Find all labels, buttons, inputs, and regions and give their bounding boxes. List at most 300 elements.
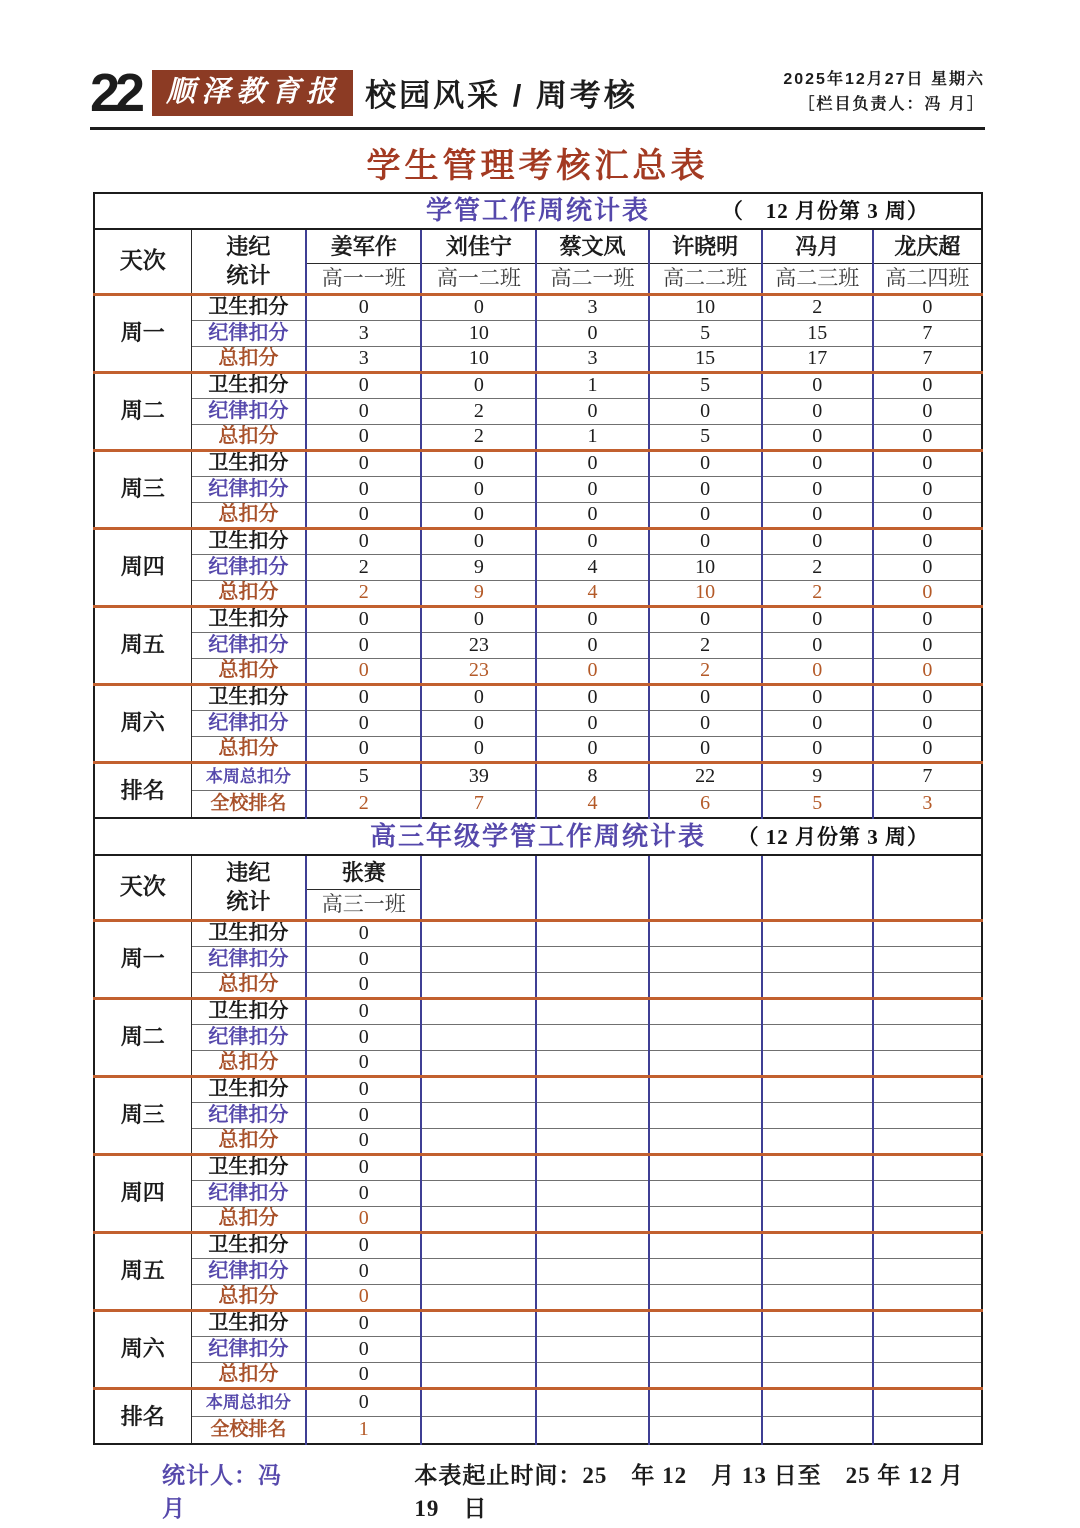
week-total-value — [649, 1388, 762, 1416]
score-cell — [873, 1076, 982, 1102]
score-cell: 0 — [306, 1102, 421, 1128]
score-cell: 0 — [536, 398, 648, 424]
total-row-label: 总扣分 — [191, 1206, 306, 1232]
score-cell: 0 — [873, 632, 982, 658]
discipline-row-label: 纪律扣分 — [191, 1258, 306, 1284]
score-cell: 0 — [536, 684, 648, 710]
score-cell: 0 — [306, 1050, 421, 1076]
score-cell: 10 — [649, 580, 762, 606]
school-rank-value — [536, 1416, 648, 1444]
score-cell — [873, 972, 982, 998]
score-cell: 0 — [873, 580, 982, 606]
table-title-row — [94, 819, 982, 855]
score-cell: 5 — [649, 424, 762, 450]
score-cell: 0 — [762, 606, 873, 632]
score-cell — [649, 1024, 762, 1050]
score-cell — [762, 1362, 873, 1388]
violation-column-header — [191, 855, 306, 920]
score-cell — [536, 972, 648, 998]
hygiene-row-label: 卫生扣分 — [191, 684, 306, 710]
score-cell: 0 — [649, 528, 762, 554]
score-cell: 0 — [873, 528, 982, 554]
score-cell — [536, 1258, 648, 1284]
score-cell: 0 — [306, 710, 421, 736]
total-row-label: 总扣分 — [191, 972, 306, 998]
score-cell: 0 — [873, 554, 982, 580]
score-cell — [873, 1102, 982, 1128]
week-total-value: 8 — [536, 762, 648, 790]
score-cell — [762, 946, 873, 972]
day-label: 周二 — [94, 372, 191, 450]
score-cell — [873, 1232, 982, 1258]
table-title-cell — [94, 819, 982, 855]
score-cell: 0 — [873, 710, 982, 736]
day-label: 周五 — [94, 606, 191, 684]
score-cell — [649, 1336, 762, 1362]
score-cell: 7 — [873, 346, 982, 372]
grade3-weekly-stats-table — [93, 819, 983, 1445]
day-label: 周一 — [94, 920, 191, 998]
score-cell: 0 — [306, 1258, 421, 1284]
day-data-row — [94, 424, 982, 450]
hygiene-row-label: 卫生扣分 — [191, 528, 306, 554]
score-cell — [421, 1128, 536, 1154]
score-cell: 0 — [762, 658, 873, 684]
score-cell: 0 — [762, 736, 873, 762]
empty-header-cell — [649, 855, 762, 920]
score-cell: 0 — [873, 684, 982, 710]
score-cell: 2 — [649, 658, 762, 684]
day-data-row — [94, 450, 982, 476]
score-cell — [536, 1102, 648, 1128]
score-cell: 0 — [306, 372, 421, 398]
score-cell: 0 — [306, 920, 421, 946]
discipline-row-label: 纪律扣分 — [191, 1180, 306, 1206]
day-data-row — [94, 320, 982, 346]
score-cell: 2 — [306, 554, 421, 580]
score-cell: 0 — [306, 1076, 421, 1102]
school-rank-value — [762, 1416, 873, 1444]
day-data-row — [94, 1232, 982, 1258]
score-cell — [649, 1284, 762, 1310]
score-cell: 0 — [421, 710, 536, 736]
date-line: 2025年12月27日 星期六 — [783, 70, 985, 88]
score-cell — [649, 998, 762, 1024]
score-cell — [762, 1180, 873, 1206]
score-cell: 0 — [306, 946, 421, 972]
table-period: （ 12 月份第 3 周） — [737, 824, 929, 849]
score-cell — [762, 998, 873, 1024]
score-cell — [873, 1310, 982, 1336]
score-cell — [762, 1206, 873, 1232]
page-header — [90, 63, 985, 123]
week-total-value: 9 — [762, 762, 873, 790]
score-cell: 0 — [306, 450, 421, 476]
score-cell: 3 — [536, 346, 648, 372]
score-cell — [873, 1024, 982, 1050]
week-total-value: 5 — [306, 762, 421, 790]
score-cell — [649, 972, 762, 998]
score-cell — [762, 1284, 873, 1310]
score-cell — [649, 1076, 762, 1102]
score-cell: 0 — [306, 1128, 421, 1154]
score-cell — [762, 1154, 873, 1180]
class-name: 高二三班 — [762, 263, 873, 294]
score-cell: 0 — [421, 476, 536, 502]
score-cell: 0 — [649, 606, 762, 632]
day-data-row — [94, 372, 982, 398]
class-name: 高一一班 — [306, 263, 421, 294]
score-cell: 0 — [306, 1024, 421, 1050]
class-name: 高二一班 — [536, 263, 648, 294]
score-cell — [536, 1284, 648, 1310]
hygiene-row-label: 卫生扣分 — [191, 606, 306, 632]
violation-column-header — [191, 229, 306, 294]
score-cell: 0 — [536, 476, 648, 502]
total-row-label: 总扣分 — [191, 346, 306, 372]
score-cell — [649, 920, 762, 946]
score-cell: 0 — [873, 424, 982, 450]
day-column-header: 天次 — [94, 855, 191, 920]
day-label: 周四 — [94, 528, 191, 606]
discipline-row-label: 纪律扣分 — [191, 1024, 306, 1050]
score-cell: 0 — [421, 736, 536, 762]
score-cell: 0 — [762, 684, 873, 710]
score-cell — [762, 1258, 873, 1284]
day-data-row — [94, 1180, 982, 1206]
score-cell: 0 — [421, 684, 536, 710]
score-cell — [873, 946, 982, 972]
hygiene-row-label: 卫生扣分 — [191, 294, 306, 320]
weekly-stats-table — [93, 192, 983, 819]
page-number: 22 — [90, 63, 141, 123]
score-cell — [536, 1232, 648, 1258]
day-data-row — [94, 294, 982, 320]
score-cell: 3 — [306, 346, 421, 372]
school-rank-label: 全校排名 — [191, 1416, 306, 1444]
week-total-value: 7 — [873, 762, 982, 790]
violation-header-line2: 统计 — [226, 889, 271, 915]
score-cell: 15 — [649, 346, 762, 372]
score-cell: 0 — [306, 528, 421, 554]
day-data-row — [94, 398, 982, 424]
score-cell: 0 — [306, 1180, 421, 1206]
teacher-name: 张赛 — [306, 855, 421, 889]
score-cell: 0 — [306, 684, 421, 710]
score-cell — [649, 1310, 762, 1336]
score-cell: 0 — [536, 736, 648, 762]
discipline-row-label: 纪律扣分 — [191, 320, 306, 346]
score-cell: 2 — [306, 580, 421, 606]
score-cell: 5 — [649, 320, 762, 346]
table-title: 高三年级学管工作周统计表 — [369, 821, 706, 851]
score-cell — [421, 1336, 536, 1362]
score-cell — [873, 1258, 982, 1284]
violation-header-line1: 违纪 — [226, 233, 271, 259]
score-cell — [421, 1102, 536, 1128]
score-cell — [649, 946, 762, 972]
day-label: 周三 — [94, 1076, 191, 1154]
score-cell — [421, 972, 536, 998]
score-cell: 9 — [421, 554, 536, 580]
score-cell — [536, 1050, 648, 1076]
week-total-label: 本周总扣分 — [191, 1388, 306, 1416]
score-cell: 0 — [306, 972, 421, 998]
score-cell: 0 — [873, 736, 982, 762]
discipline-row-label: 纪律扣分 — [191, 710, 306, 736]
day-label: 周一 — [94, 294, 191, 372]
day-data-row — [94, 736, 982, 762]
score-cell: 5 — [649, 372, 762, 398]
total-row-label: 总扣分 — [191, 736, 306, 762]
score-cell: 0 — [873, 294, 982, 320]
score-cell — [873, 998, 982, 1024]
day-data-row — [94, 1310, 982, 1336]
discipline-row-label: 纪律扣分 — [191, 1336, 306, 1362]
day-data-row — [94, 554, 982, 580]
score-cell — [536, 1024, 648, 1050]
day-label: 周六 — [94, 684, 191, 762]
violation-header-line2: 统计 — [226, 263, 271, 289]
score-cell: 0 — [306, 1232, 421, 1258]
score-cell — [762, 1102, 873, 1128]
score-cell — [421, 1180, 536, 1206]
day-data-row — [94, 684, 982, 710]
week-total-value — [873, 1388, 982, 1416]
score-cell: 0 — [421, 294, 536, 320]
score-cell: 0 — [649, 450, 762, 476]
hygiene-row-label: 卫生扣分 — [191, 372, 306, 398]
score-cell: 0 — [306, 1336, 421, 1362]
score-cell — [873, 1180, 982, 1206]
date-range-note: 本表起止时间：25 年 12 月 13 日至 25 年 12 月 19 日 — [414, 1463, 964, 1521]
score-cell: 0 — [762, 424, 873, 450]
score-cell — [421, 998, 536, 1024]
teacher-name: 刘佳宁 — [421, 229, 536, 263]
score-cell: 0 — [873, 606, 982, 632]
week-total-value: 39 — [421, 762, 536, 790]
hygiene-row-label: 卫生扣分 — [191, 450, 306, 476]
score-cell — [873, 1128, 982, 1154]
discipline-row-label: 纪律扣分 — [191, 476, 306, 502]
score-cell: 0 — [873, 450, 982, 476]
score-cell: 0 — [873, 502, 982, 528]
class-name: 高一二班 — [421, 263, 536, 294]
score-cell: 0 — [649, 710, 762, 736]
hygiene-row-label: 卫生扣分 — [191, 1232, 306, 1258]
school-rank-value — [873, 1416, 982, 1444]
score-cell: 0 — [421, 450, 536, 476]
score-cell — [421, 1362, 536, 1388]
score-cell: 0 — [536, 632, 648, 658]
school-rank-value: 1 — [306, 1416, 421, 1444]
score-cell: 7 — [873, 320, 982, 346]
hygiene-row-label: 卫生扣分 — [191, 1310, 306, 1336]
score-cell: 0 — [762, 528, 873, 554]
day-data-row — [94, 1024, 982, 1050]
teacher-name: 姜军作 — [306, 229, 421, 263]
masthead-group — [90, 63, 638, 123]
day-data-row — [94, 1154, 982, 1180]
score-cell — [536, 1154, 648, 1180]
score-cell — [421, 920, 536, 946]
school-rank-value: 3 — [873, 790, 982, 818]
score-cell — [649, 1154, 762, 1180]
score-cell — [536, 1180, 648, 1206]
day-data-row — [94, 1076, 982, 1102]
day-data-row — [94, 1336, 982, 1362]
score-cell — [649, 1180, 762, 1206]
hygiene-row-label: 卫生扣分 — [191, 1076, 306, 1102]
day-data-row — [94, 580, 982, 606]
day-label: 周二 — [94, 998, 191, 1076]
score-cell: 0 — [536, 450, 648, 476]
rank-label: 排名 — [94, 762, 191, 818]
score-cell: 23 — [421, 632, 536, 658]
table-period: （ 12 月份第 3 周） — [721, 198, 929, 223]
score-cell — [536, 1336, 648, 1362]
teacher-name: 龙庆超 — [873, 229, 982, 263]
score-cell: 0 — [536, 658, 648, 684]
score-cell — [421, 1076, 536, 1102]
score-cell: 0 — [421, 528, 536, 554]
score-cell: 3 — [536, 294, 648, 320]
week-total-value: 0 — [306, 1388, 421, 1416]
score-cell: 10 — [649, 294, 762, 320]
editor-line: ［栏目负责人：冯 月］ — [798, 96, 985, 114]
school-rank-label: 全校排名 — [191, 790, 306, 818]
score-cell: 0 — [762, 710, 873, 736]
score-cell: 4 — [536, 580, 648, 606]
day-data-row — [94, 632, 982, 658]
score-cell: 15 — [762, 320, 873, 346]
discipline-row-label: 纪律扣分 — [191, 632, 306, 658]
score-cell: 0 — [306, 658, 421, 684]
score-cell: 0 — [306, 998, 421, 1024]
violation-header-line1: 违纪 — [226, 859, 271, 885]
day-data-row — [94, 920, 982, 946]
score-cell — [873, 1284, 982, 1310]
day-label: 周三 — [94, 450, 191, 528]
score-cell — [873, 1362, 982, 1388]
score-cell: 0 — [306, 294, 421, 320]
score-cell: 2 — [421, 398, 536, 424]
school-rank-row — [94, 790, 982, 818]
school-rank-value: 6 — [649, 790, 762, 818]
score-cell: 4 — [536, 554, 648, 580]
score-cell: 0 — [306, 632, 421, 658]
score-cell: 9 — [421, 580, 536, 606]
score-cell: 0 — [649, 736, 762, 762]
score-cell — [762, 1076, 873, 1102]
score-cell — [762, 1336, 873, 1362]
score-cell: 2 — [762, 294, 873, 320]
score-cell: 1 — [536, 424, 648, 450]
masthead-logo: 顺泽教育报 — [152, 70, 353, 116]
score-cell: 0 — [762, 372, 873, 398]
score-cell: 1 — [536, 372, 648, 398]
week-total-value: 22 — [649, 762, 762, 790]
score-cell: 0 — [306, 1284, 421, 1310]
score-cell: 0 — [873, 398, 982, 424]
score-cell — [762, 1128, 873, 1154]
day-data-row — [94, 606, 982, 632]
score-cell: 0 — [306, 1362, 421, 1388]
hygiene-row-label: 卫生扣分 — [191, 1154, 306, 1180]
score-cell: 0 — [536, 320, 648, 346]
score-cell: 2 — [421, 424, 536, 450]
section-title: 校园风采 / 周考核 — [365, 77, 638, 113]
day-data-row — [94, 710, 982, 736]
week-total-row — [94, 762, 982, 790]
score-cell — [421, 1232, 536, 1258]
score-cell: 2 — [762, 554, 873, 580]
score-cell — [649, 1050, 762, 1076]
score-cell — [421, 1050, 536, 1076]
score-cell: 0 — [536, 528, 648, 554]
week-total-value — [536, 1388, 648, 1416]
score-cell: 0 — [306, 1206, 421, 1232]
score-cell — [536, 946, 648, 972]
score-cell — [649, 1128, 762, 1154]
score-cell: 0 — [649, 476, 762, 502]
score-cell — [649, 1258, 762, 1284]
score-cell — [536, 1076, 648, 1102]
score-cell — [873, 1336, 982, 1362]
score-cell: 0 — [873, 372, 982, 398]
empty-header-cell — [536, 855, 648, 920]
score-cell — [649, 1362, 762, 1388]
day-label: 周五 — [94, 1232, 191, 1310]
score-cell — [649, 1206, 762, 1232]
score-cell: 3 — [306, 320, 421, 346]
empty-header-cell — [873, 855, 982, 920]
week-total-value — [421, 1388, 536, 1416]
day-data-row — [94, 1102, 982, 1128]
score-cell — [421, 1154, 536, 1180]
score-cell: 10 — [649, 554, 762, 580]
hygiene-row-label: 卫生扣分 — [191, 998, 306, 1024]
class-name: 高二二班 — [649, 263, 762, 294]
day-data-row — [94, 502, 982, 528]
score-cell: 0 — [306, 502, 421, 528]
score-cell: 0 — [306, 476, 421, 502]
score-cell: 0 — [421, 606, 536, 632]
score-cell: 0 — [306, 606, 421, 632]
total-row-label: 总扣分 — [191, 1050, 306, 1076]
total-row-label: 总扣分 — [191, 1128, 306, 1154]
school-rank-row — [94, 1416, 982, 1444]
statistician-label: 统计人：冯 月 — [162, 1463, 306, 1521]
score-cell: 17 — [762, 346, 873, 372]
week-total-value — [762, 1388, 873, 1416]
day-data-row — [94, 1362, 982, 1388]
score-cell — [762, 1050, 873, 1076]
table-title: 学管工作周统计表 — [425, 196, 650, 226]
score-cell: 0 — [306, 1154, 421, 1180]
day-data-row — [94, 972, 982, 998]
header-meta — [783, 67, 985, 120]
score-cell — [762, 1024, 873, 1050]
day-data-row — [94, 1284, 982, 1310]
score-cell — [421, 1310, 536, 1336]
score-cell — [421, 1284, 536, 1310]
score-cell: 0 — [536, 606, 648, 632]
score-cell — [873, 920, 982, 946]
score-cell — [536, 1206, 648, 1232]
day-data-row — [94, 1128, 982, 1154]
score-cell — [873, 1154, 982, 1180]
